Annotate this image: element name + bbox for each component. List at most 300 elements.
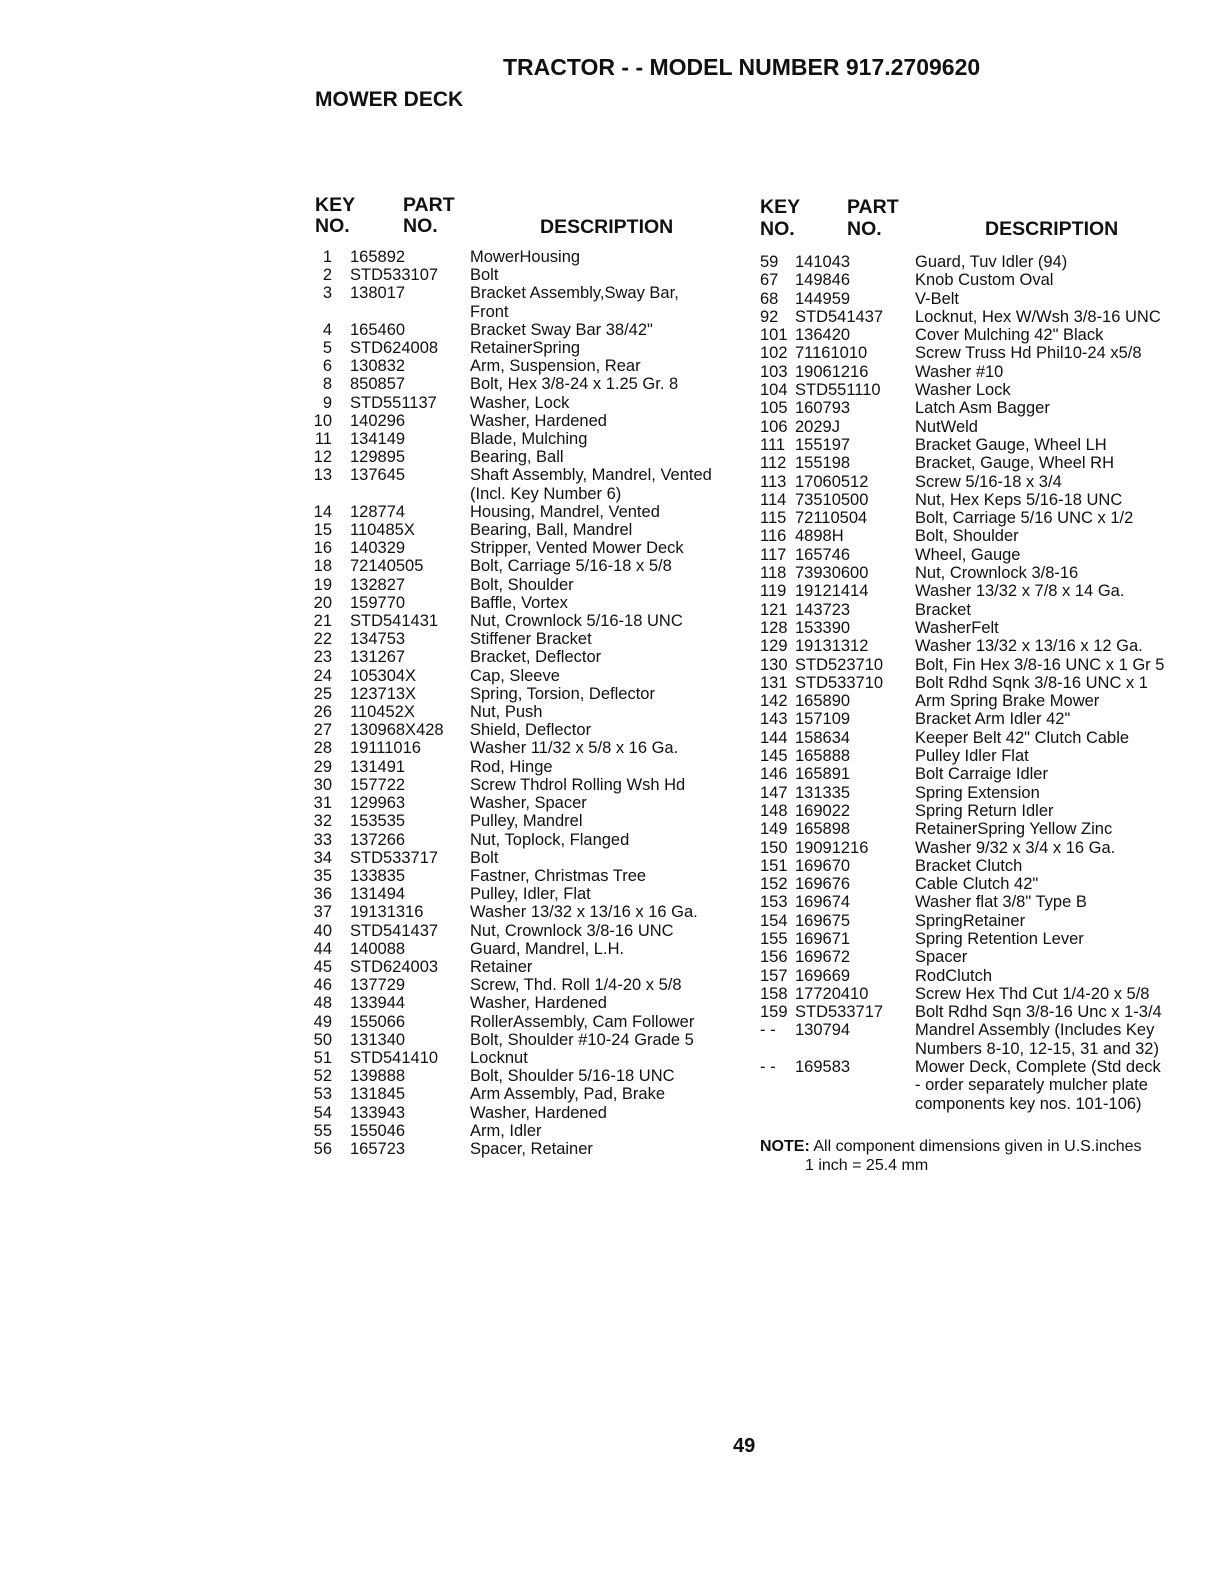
part-description [915,656,1180,674]
key-number: 9 [322,393,332,412]
part-number: STD523710 [795,655,884,674]
part-description [915,692,1180,710]
part-description [470,721,730,739]
description-line: RodClutch [915,966,993,985]
parts-row [310,648,730,666]
description-line: Stiffener Bracket [470,630,592,649]
key-number: 144 [760,728,788,747]
part-number: 169676 [795,875,851,894]
part-number: 132827 [350,575,406,594]
key-number: 51 [313,1048,332,1067]
part-description [470,776,730,794]
part-number: 165891 [795,765,851,784]
key-number: 92 [760,307,779,326]
description-line: Washer, Spacer [470,794,587,813]
part-number: 140296 [350,411,406,430]
parts-row [310,521,730,539]
description-line: Bolt, Shoulder #10-24 Grade 5 [470,1030,694,1049]
parts-row [760,802,1180,820]
part-description [915,967,1180,985]
key-number: 11 [314,430,332,449]
description-line: Nut, Hex Keps 5/16-18 UNC [915,490,1123,509]
key-number: 31 [313,794,332,813]
part-description [915,381,1180,399]
part-number: 850857 [350,375,406,394]
part-number: 160793 [795,399,851,418]
key-number: 40 [313,921,332,940]
part-number: 138017 [350,284,406,303]
key-number: 155 [760,929,788,948]
part-description [470,339,730,357]
description-line: Nut, Toplock, Flanged [470,830,630,849]
part-number: 19111016 [350,739,421,758]
part-description [470,357,730,375]
part-description [915,344,1180,362]
parts-row [760,399,1180,417]
description-line: Pulley, Mandrel [470,812,583,831]
key-number: 12 [313,448,332,467]
description-line: Cable Clutch 42" [915,875,1039,894]
parts-row [760,1021,1180,1058]
description-line: Bolt, Fin Hex 3/8-16 UNC x 1 Gr 5 [915,655,1165,674]
part-number: STD541437 [350,921,439,940]
parts-row [310,284,730,320]
description-line: components key nos. 101-106) [915,1094,1142,1113]
parts-row [760,893,1180,911]
description-line: Bracket Assembly,Sway Bar, [470,284,679,303]
key-number: 27 [313,721,332,740]
part-description [915,271,1180,289]
parts-row [310,758,730,776]
part-description [470,831,730,849]
description-line: Guard, Mandrel, L.H. [470,939,625,958]
part-number: 165460 [350,320,406,339]
key-number: 105 [760,399,788,418]
parts-row [310,922,730,940]
part-number: 134753 [350,630,406,649]
description-line: Washer 9/32 x 3/4 x 16 Ga. [915,838,1116,857]
parts-row [310,1013,730,1031]
description-line: Bolt Rdhd Sqn 3/8-16 Unc x 1-3/4 [915,1003,1162,1022]
key-number: 158 [760,984,788,1003]
part-description [915,784,1180,802]
key-number: 148 [760,801,788,820]
part-description [470,703,730,721]
description-line: Bolt, Shoulder 5/16-18 UNC [470,1067,675,1086]
part-number: 165746 [795,545,851,564]
key-number: 48 [313,994,332,1013]
key-number: 19 [313,575,332,594]
description-line: Bracket [915,600,971,619]
key-number: 18 [313,557,332,576]
parts-row [760,674,1180,692]
key-number: 44 [313,939,332,958]
part-description [915,546,1180,564]
parts-row [310,557,730,575]
part-description [915,454,1180,472]
parts-row [760,326,1180,344]
part-number: 134149 [350,430,406,449]
parts-row [310,903,730,921]
part-number: 131491 [350,757,406,776]
part-number: 149846 [795,271,851,290]
part-description [915,729,1180,747]
parts-row [760,509,1180,527]
key-number: 55 [313,1121,332,1140]
description-line: Bolt [470,266,499,285]
parts-row [310,794,730,812]
section-title: MOWER DECK [315,88,464,111]
parts-row [760,637,1180,655]
part-number: 133943 [350,1103,406,1122]
key-number: 8 [322,375,332,394]
part-number: 169669 [795,966,851,985]
description-line: Screw Thdrol Rolling Wsh Hd [470,775,686,794]
part-number: 155066 [350,1012,406,1031]
parts-row [760,857,1180,875]
parts-row [760,692,1180,710]
key-number: 150 [760,838,788,857]
part-number: 19131316 [350,903,424,922]
parts-row [760,656,1180,674]
key-number: 113 [760,472,787,491]
part-description [470,812,730,830]
part-description [915,399,1180,417]
part-description [470,994,730,1012]
part-description [470,1085,730,1103]
parts-row [760,418,1180,436]
part-number: 129963 [350,794,406,813]
parts-row [310,576,730,594]
key-number: 32 [313,812,332,831]
part-description [470,594,730,612]
description-line: Washer, Hardened [470,1103,607,1122]
description-line: Spacer [915,948,968,967]
description-line: Latch Asm Bagger [915,399,1050,418]
description-line: Cap, Sleeve [470,666,560,685]
key-number: 68 [760,289,779,308]
parts-row [310,1104,730,1122]
part-description [470,266,730,284]
key-number: 54 [313,1103,332,1122]
part-number: 165892 [350,248,406,266]
column-header-part: PART [403,194,455,216]
part-description [915,491,1180,509]
part-description [915,930,1180,948]
description-line: Bracket Arm Idler 42" [915,710,1071,729]
part-number: 155197 [795,435,851,454]
description-line: Bolt [470,848,499,867]
parts-row [310,412,730,430]
description-line: Bracket Clutch [915,856,1023,875]
part-description [470,466,730,502]
description-line: Arm Spring Brake Mower [915,692,1100,711]
description-line: Rod, Hinge [470,757,553,776]
column-header-part: PART [847,196,899,218]
parts-row [760,912,1180,930]
parts-table-right [760,253,1180,1113]
part-description [470,1031,730,1049]
part-description [470,648,730,666]
part-description [915,710,1180,728]
part-number: STD551110 [795,381,881,400]
part-number: 19061216 [795,362,869,381]
part-description [470,885,730,903]
part-number: 130832 [350,357,406,376]
key-number: 130 [760,655,788,674]
parts-row [310,685,730,703]
parts-row [760,729,1180,747]
part-description [470,612,730,630]
parts-row [310,776,730,794]
description-line: Washer flat 3/8" Type B [915,893,1087,912]
column-header-key: KEY [760,196,801,218]
part-number: 139888 [350,1067,406,1086]
key-number: 102 [760,344,788,363]
parts-row [310,940,730,958]
parts-row [760,582,1180,600]
description-line: Housing, Mandrel, Vented [470,502,660,521]
part-description [470,284,730,320]
description-line: Blade, Mulching [470,430,588,449]
part-number: 131845 [350,1085,406,1104]
key-number: 157 [760,966,788,985]
key-number: 147 [760,783,788,802]
part-number: 137729 [350,976,406,995]
key-number: 152 [760,875,788,894]
parts-row [760,1058,1180,1113]
description-line: Washer Lock [915,381,1011,400]
description-line: RollerAssembly, Cam Follower [470,1012,695,1031]
key-number: 34 [313,848,332,867]
key-number: 116 [760,527,787,546]
key-number: 153 [760,893,788,912]
part-description [470,739,730,757]
description-line: Washer 11/32 x 5/8 x 16 Ga. [470,739,679,758]
parts-row [310,248,730,266]
part-description [470,503,730,521]
key-number: 149 [760,820,788,839]
description-line: Screw Hex Thd Cut 1/4-20 x 5/8 [915,984,1150,1003]
part-number: 130968X428 [350,721,444,740]
part-number: 72110504 [795,509,868,528]
description-line: Guard, Tuv Idler (94) [915,253,1068,271]
parts-row [760,619,1180,637]
part-description [470,958,730,976]
part-description [915,326,1180,344]
parts-row [310,321,730,339]
part-number: 17720410 [795,984,869,1003]
part-description [470,576,730,594]
parts-row [310,812,730,830]
parts-row [760,546,1180,564]
part-number: 128774 [350,502,406,521]
key-number: 6 [322,357,332,376]
part-description [915,765,1180,783]
parts-row [310,994,730,1012]
parts-row [310,339,730,357]
part-description [915,601,1180,619]
part-number: 169674 [795,893,851,912]
description-line: Arm, Idler [470,1121,542,1140]
parts-row [760,765,1180,783]
description-line: Nut, Crownlock 3/8-16 UNC [470,921,674,940]
part-number: 169583 [795,1058,851,1077]
part-number: 4898H [795,527,844,546]
parts-row [310,612,730,630]
parts-row [310,831,730,849]
parts-row [760,1003,1180,1021]
key-number: 143 [760,710,788,729]
description-line: Screw, Thd. Roll 1/4-20 x 5/8 [470,976,682,995]
part-number: 155198 [795,454,851,473]
parts-row [760,473,1180,491]
key-number: 50 [313,1030,332,1049]
description-line: Bracket Gauge, Wheel LH [915,435,1107,454]
parts-row [760,710,1180,728]
part-number: 131340 [350,1030,406,1049]
description-line: Bolt Rdhd Sqnk 3/8-16 UNC x 1 [915,673,1148,692]
column-header-key-no: NO. [315,215,350,237]
part-description [915,820,1180,838]
parts-row [310,1085,730,1103]
description-line: MowerHousing [470,248,581,266]
part-description [915,619,1180,637]
key-number: 37 [313,903,332,922]
key-number: 119 [760,582,787,601]
key-number: 45 [313,957,332,976]
part-number: STD624008 [350,339,439,358]
part-description [470,1140,730,1158]
dimension-note [760,1137,1142,1156]
key-number: 53 [313,1085,332,1104]
parts-row [310,1122,730,1140]
part-number: 140329 [350,539,406,558]
parts-row [310,448,730,466]
part-description [470,539,730,557]
part-description [470,922,730,940]
part-description [915,893,1180,911]
part-number: 155046 [350,1121,406,1140]
part-description [470,1067,730,1085]
part-number: 169670 [795,856,851,875]
description-line: Fastner, Christmas Tree [470,866,647,885]
part-description [915,253,1180,271]
part-description [915,1021,1180,1058]
description-line: Knob Custom Oval [915,271,1054,290]
description-line: Bolt, Carriage 5/16-18 x 5/8 [470,557,672,576]
key-number: 118 [760,564,787,583]
part-number: STD533710 [795,673,884,692]
part-number: 159770 [350,593,406,612]
part-number: 131267 [350,648,406,667]
description-line: Washer 13/32 x 13/16 x 16 Ga. [470,903,698,922]
part-description [915,985,1180,1003]
key-number: 24 [313,666,332,685]
description-line: Mower Deck, Complete (Std deck [915,1058,1161,1077]
part-number: 169675 [795,911,851,930]
parts-row [760,271,1180,289]
parts-row [310,849,730,867]
part-description [470,1122,730,1140]
part-number: 72140505 [350,557,424,576]
parts-table-left [310,248,730,1158]
parts-row [310,1049,730,1067]
key-number: 106 [760,417,788,436]
part-description [915,290,1180,308]
description-line: Washer #10 [915,362,1004,381]
parts-row [760,784,1180,802]
description-line: NutWeld [915,417,978,436]
key-number: 13 [313,466,332,485]
parts-row [310,503,730,521]
part-description [470,667,730,685]
key-number: 117 [760,545,787,564]
key-number: 121 [760,600,788,619]
column-header-part-no: NO. [403,215,438,237]
parts-row [760,948,1180,966]
part-number: STD541431 [350,612,439,631]
part-description [470,412,730,430]
part-number: 131335 [795,783,851,802]
part-number: 153535 [350,812,406,831]
key-number: 154 [760,911,788,930]
description-line: Numbers 8-10, 12-15, 31 and 32) [915,1039,1159,1058]
part-number: 143723 [795,600,851,619]
description-line: Bearing, Ball [470,448,564,467]
description-line: Spacer, Retainer [470,1139,593,1158]
key-number: 111 [760,435,786,454]
part-number: STD624003 [350,957,439,976]
key-number: 115 [760,509,787,528]
parts-row [760,839,1180,857]
parts-row [310,958,730,976]
key-number: 28 [313,739,332,758]
document-title: TRACTOR - - MODEL NUMBER 917.2709620 [503,54,981,80]
part-description [470,685,730,703]
key-number: 67 [760,271,779,290]
part-number: 169672 [795,948,851,967]
parts-row [310,667,730,685]
key-number: 5 [322,339,332,358]
description-line: Cover Mulching 42" Black [915,326,1104,345]
parts-row [310,466,730,502]
description-line: Bracket, Gauge, Wheel RH [915,454,1114,473]
key-number: 33 [313,830,332,849]
parts-row [310,1140,730,1158]
key-number: 131 [760,673,788,692]
part-number: 133944 [350,994,406,1013]
part-number: 137645 [350,466,406,485]
column-header-key-no: NO. [760,218,795,240]
part-number: 73510500 [795,490,869,509]
part-description [470,794,730,812]
part-description [470,394,730,412]
part-description [915,1058,1180,1113]
parts-row [760,491,1180,509]
part-description [470,867,730,885]
part-number: 123713X [350,684,417,703]
key-number: 21 [313,612,332,631]
description-line: Spring Retention Lever [915,929,1084,948]
part-number: 131494 [350,885,406,904]
description-line: Retainer [470,957,533,976]
part-description [915,564,1180,582]
parts-row [310,1031,730,1049]
part-number: STD533717 [795,1003,884,1022]
parts-row [310,885,730,903]
description-line: Stripper, Vented Mower Deck [470,539,684,558]
